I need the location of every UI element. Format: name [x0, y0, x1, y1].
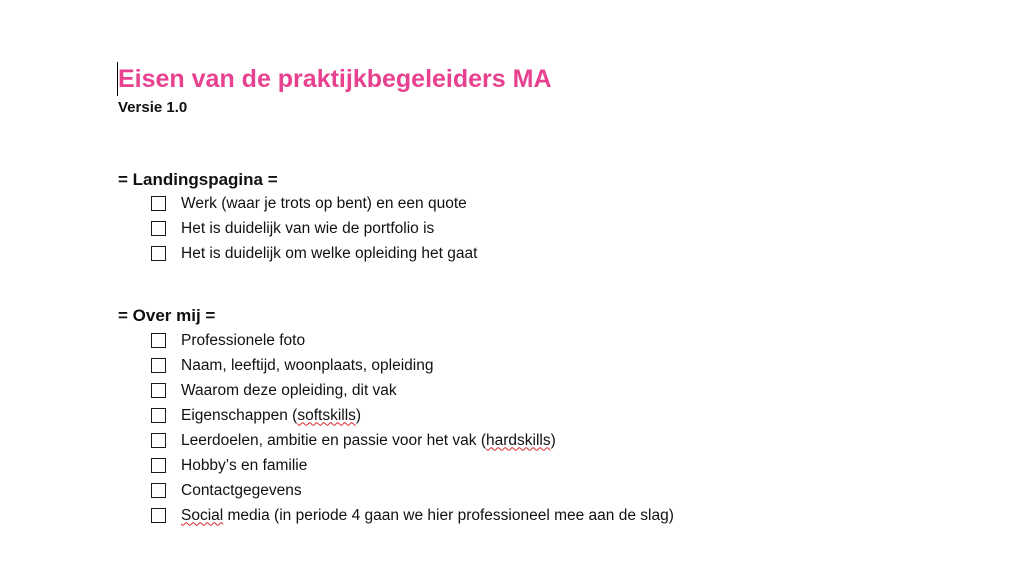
checklist-item-text[interactable]	[181, 431, 556, 451]
checklist-item	[151, 478, 674, 503]
section-heading-landingspagina[interactable]: = Landingspagina =	[118, 170, 278, 189]
checklist-item	[151, 241, 477, 266]
checkbox[interactable]	[151, 333, 166, 348]
text-segment: Eigenschappen (	[181, 406, 298, 424]
checklist-item	[151, 216, 477, 241]
checkbox[interactable]	[151, 221, 166, 236]
checklist-over-mij	[151, 328, 674, 528]
checkbox[interactable]	[151, 408, 166, 423]
checklist-item-text[interactable]: Het is duidelijk om welke opleiding het gaat	[181, 244, 478, 262]
checkbox[interactable]	[151, 383, 166, 398]
checklist-item-text[interactable]: Hobby’s en familie	[181, 456, 308, 474]
text-segment: )	[550, 431, 556, 449]
checkbox[interactable]	[151, 358, 166, 373]
checklist-item	[151, 353, 674, 378]
spellcheck-flagged-word[interactable]: hardskills	[486, 431, 551, 449]
checklist-item-text[interactable]: Contactgegevens	[181, 481, 302, 499]
checkbox[interactable]	[151, 246, 166, 261]
spellcheck-flagged-word[interactable]: softskills	[297, 406, 356, 424]
checklist-item	[151, 328, 674, 353]
checklist-item-text[interactable]: Waarom deze opleiding, dit vak	[181, 381, 397, 399]
checkbox[interactable]	[151, 508, 166, 523]
document-title[interactable]: Eisen van de praktijkbegeleiders MA	[118, 65, 552, 93]
checklist-item-text[interactable]: Werk (waar je trots op bent) en een quote	[181, 194, 467, 212]
text-segment: )	[355, 406, 362, 424]
checklist-item-text[interactable]: Professionele foto	[181, 331, 306, 349]
checklist-item-text[interactable]	[181, 406, 361, 426]
checklist-item	[151, 378, 674, 403]
text-segment: Leerdoelen, ambitie en passie voor het vak (	[181, 431, 487, 449]
checklist-item	[151, 453, 674, 478]
document-version[interactable]: Versie 1.0	[118, 99, 188, 116]
checklist-item	[151, 403, 674, 428]
checklist-item-text[interactable]	[181, 506, 674, 526]
checklist-landingspagina	[151, 191, 477, 266]
checklist-item	[151, 191, 477, 216]
checkbox[interactable]	[151, 433, 166, 448]
spellcheck-flagged-word[interactable]: Social	[181, 506, 224, 524]
checkbox[interactable]	[151, 458, 166, 473]
section-heading-over-mij[interactable]: = Over mij =	[118, 306, 216, 325]
checklist-item	[151, 503, 674, 528]
checklist-item-text[interactable]: Naam, leeftijd, woonplaats, opleiding	[181, 356, 434, 374]
checklist-item	[151, 428, 674, 453]
checklist-item-text[interactable]: Het is duidelijk van wie de portfolio is	[181, 219, 435, 237]
checkbox[interactable]	[151, 483, 166, 498]
text-segment: media (in periode 4 gaan we hier professioneel mee aan de slag)	[223, 506, 674, 524]
checkbox[interactable]	[151, 196, 166, 211]
